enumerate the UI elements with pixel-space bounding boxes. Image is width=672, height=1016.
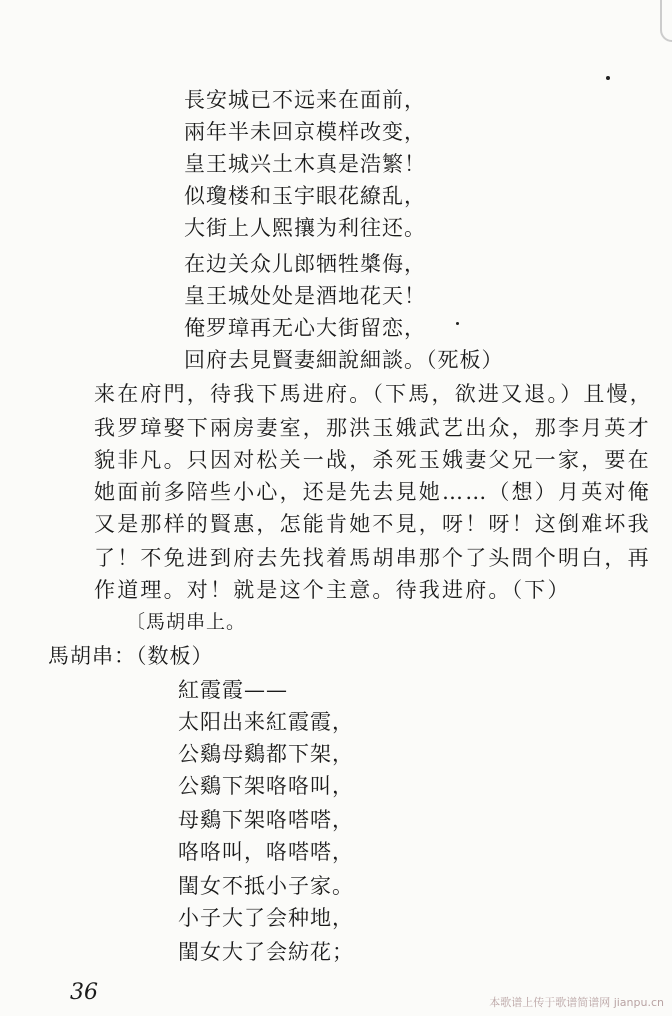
verse-line: 小子大了会种地， xyxy=(178,906,354,930)
prose-line: 又是那样的賢惠，怎能肯她不見，呀！呀！这倒难坏我 xyxy=(94,512,651,536)
speaker-label: 馬胡串：（数板） xyxy=(48,644,214,668)
stage-direction: 〔馬胡串上。 xyxy=(126,611,247,633)
verse-line: 俺罗璋再无心大街留恋， xyxy=(184,316,426,340)
verse-line: 閨女大了会紡花； xyxy=(178,940,354,964)
verse-line: 大街上人熙攘为利往还。 xyxy=(184,216,426,240)
ink-speck xyxy=(606,76,610,80)
prose-line: 来在府門，待我下馬进府。（下馬，欲进又退。）且慢， xyxy=(94,382,653,406)
verse-line: 皇王城处处是酒地花天！ xyxy=(184,284,426,308)
verse-line: 似瓊楼和玉宇眼花繚乱， xyxy=(184,184,426,208)
prose-line: 了！不免进到府去先找着馬胡串那个了头問个明白，再 xyxy=(94,546,651,570)
verse-line: 太阳出来紅霞霞， xyxy=(178,710,354,734)
ink-speck xyxy=(456,322,459,325)
prose-line: 我罗璋娶下兩房妻室，那洪玉娥武艺出众，那李月英才 xyxy=(94,416,651,440)
verse-line: 公鷄下架咯咯叫， xyxy=(178,774,354,798)
verse-line: 咯咯叫，咯嗒嗒， xyxy=(178,840,354,864)
verse-line: 回府去見賢妻細說細談。（死板） xyxy=(184,348,504,372)
verse-line: 閨女不抵小子家。 xyxy=(178,874,354,898)
verse-line: 公鷄母鷄都下架， xyxy=(178,742,354,766)
verse-line: 兩年半未回京模样改变， xyxy=(184,120,426,144)
verse-line: 紅霞霞—— xyxy=(178,678,288,702)
page-edge-mark xyxy=(660,0,672,42)
verse-line: 皇王城兴土木真是浩繁！ xyxy=(184,152,426,176)
prose-line: 貌非凡。只因对松关一战，杀死玉娥妻父兄一家，要在 xyxy=(94,448,651,472)
prose-line: 她面前多陪些小心，还是先去見她……（想）月英对俺 xyxy=(94,480,651,504)
prose-line: 作道理。对！就是这个主意。待我进府。（下） xyxy=(94,578,571,602)
page-number: 36 xyxy=(70,980,98,1005)
verse-line: 在边关众儿郎牺牲槳侮， xyxy=(184,252,426,276)
watermark: 本歌谱上传于歌谱简谱网 jianpu.cn xyxy=(489,996,664,1009)
verse-line: 長安城已不远来在面前， xyxy=(184,88,426,112)
verse-line: 母鷄下架咯嗒嗒， xyxy=(178,808,354,832)
